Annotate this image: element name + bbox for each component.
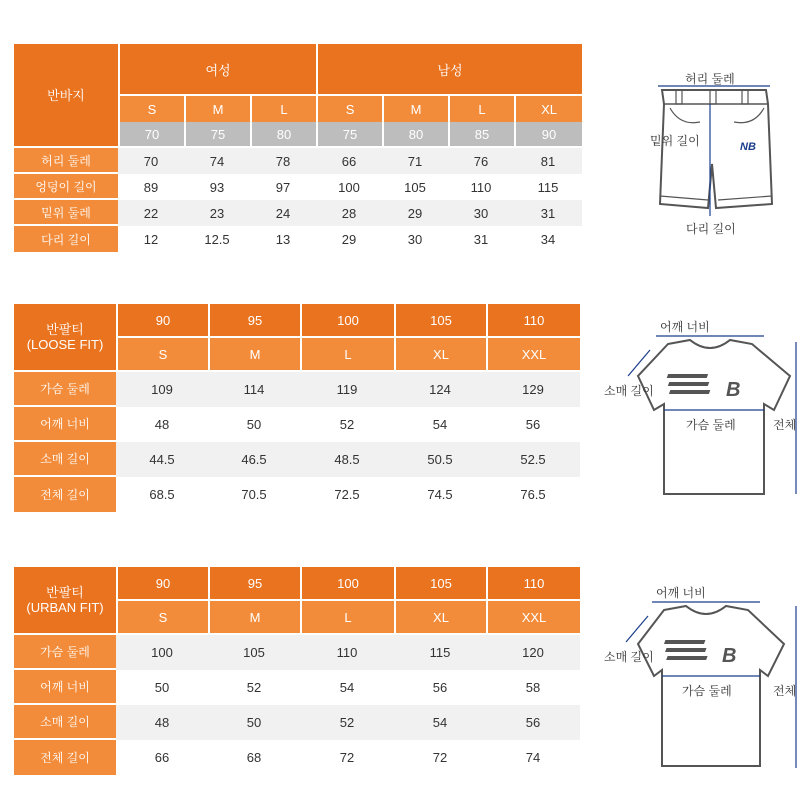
table-cell: 52 bbox=[246, 680, 262, 695]
table-cell: 114 bbox=[243, 382, 265, 397]
table-cell: 46.5 bbox=[241, 452, 267, 467]
table-cell: 100 bbox=[151, 645, 173, 660]
svg-text:NB: NB bbox=[740, 141, 756, 153]
table-cell: 54 bbox=[432, 417, 448, 432]
table-cell: 100 bbox=[338, 179, 360, 195]
table-cell: 81 bbox=[540, 153, 556, 169]
table-row bbox=[14, 670, 580, 705]
numeric-size-cell: 95 bbox=[208, 304, 300, 338]
table-cell: 56 bbox=[525, 417, 541, 432]
row-label: 가슴 둘레 bbox=[14, 372, 116, 407]
loose-tshirt-diagram bbox=[598, 314, 800, 500]
table-row bbox=[14, 226, 582, 252]
table-cell: 56 bbox=[525, 715, 541, 730]
table-cell: 29 bbox=[407, 205, 423, 221]
row-label: 엉덩이 길이 bbox=[14, 174, 118, 200]
table-row bbox=[14, 148, 582, 174]
table-cell: 29 bbox=[341, 231, 357, 247]
table-cell: 31 bbox=[473, 231, 489, 247]
table-cell: 52.5 bbox=[520, 452, 546, 467]
size-cell: XL bbox=[514, 96, 582, 122]
table-cell: 50 bbox=[154, 680, 170, 695]
urban-numeric-size-row bbox=[14, 567, 580, 601]
size-cell: L bbox=[300, 338, 394, 372]
total-label: 전체 bbox=[773, 418, 797, 432]
chest-label: 가슴 둘레 bbox=[682, 684, 732, 698]
table-cell: 70 bbox=[143, 153, 159, 169]
table-cell: 78 bbox=[275, 153, 291, 169]
table-cell: 72 bbox=[432, 750, 448, 765]
numeric-size-cell: 100 bbox=[300, 567, 394, 601]
table-cell: 68 bbox=[246, 750, 262, 765]
size-cell: S bbox=[116, 601, 208, 635]
table-row bbox=[14, 372, 580, 407]
table-cell: 97 bbox=[275, 179, 291, 195]
row-label: 소매 길이 bbox=[14, 705, 116, 740]
numeric-size-cell: 80 bbox=[250, 122, 316, 148]
size-cell: L bbox=[250, 96, 316, 122]
loose-fit-size-table bbox=[14, 304, 580, 512]
table-row bbox=[14, 174, 582, 200]
row-label: 밑위 둘레 bbox=[14, 200, 118, 226]
table-cell: 30 bbox=[407, 231, 423, 247]
row-label: 가슴 둘레 bbox=[14, 635, 116, 670]
loose-title-line2: (LOOSE FIT) bbox=[26, 337, 104, 352]
table-cell: 56 bbox=[432, 680, 448, 695]
row-label: 어깨 너비 bbox=[14, 670, 116, 705]
table-cell: 119 bbox=[336, 382, 358, 397]
urban-fit-size-table bbox=[14, 567, 580, 775]
size-cell: M bbox=[208, 601, 300, 635]
table-cell: 50 bbox=[246, 715, 262, 730]
numeric-size-cell: 75 bbox=[316, 122, 382, 148]
leg-label: 다리 길이 bbox=[686, 222, 736, 236]
numeric-size-cell: 90 bbox=[116, 304, 208, 338]
table-cell: 72 bbox=[339, 750, 355, 765]
table-cell: 28 bbox=[341, 205, 357, 221]
table-cell: 58 bbox=[525, 680, 541, 695]
table-cell: 70.5 bbox=[241, 487, 267, 502]
urban-tshirt-diagram bbox=[598, 578, 800, 774]
numeric-size-cell: 110 bbox=[486, 567, 580, 601]
numeric-size-cell: 110 bbox=[486, 304, 580, 338]
table-cell: 30 bbox=[473, 205, 489, 221]
size-cell: L bbox=[448, 96, 514, 122]
table-cell: 76.5 bbox=[520, 487, 546, 502]
numeric-size-cell: 100 bbox=[300, 304, 394, 338]
row-label: 전체 길이 bbox=[14, 477, 116, 512]
urban-title bbox=[14, 567, 116, 635]
table-cell: 76 bbox=[473, 153, 489, 169]
table-cell: 129 bbox=[522, 382, 544, 397]
table-row bbox=[14, 635, 580, 670]
svg-text:B: B bbox=[726, 379, 741, 401]
table-cell: 93 bbox=[209, 179, 225, 195]
table-cell: 12 bbox=[143, 231, 159, 247]
row-label: 다리 길이 bbox=[14, 226, 118, 252]
table-cell: 71 bbox=[407, 153, 423, 169]
table-cell: 48.5 bbox=[334, 452, 360, 467]
table-cell: 44.5 bbox=[149, 452, 175, 467]
shorts-diagram bbox=[630, 64, 790, 244]
numeric-size-cell: 75 bbox=[184, 122, 250, 148]
numeric-size-cell: 80 bbox=[382, 122, 448, 148]
table-cell: 74.5 bbox=[427, 487, 453, 502]
numeric-size-cell: 90 bbox=[116, 567, 208, 601]
table-cell: 52 bbox=[339, 715, 355, 730]
row-label: 어깨 너비 bbox=[14, 407, 116, 442]
numeric-size-cell: 85 bbox=[448, 122, 514, 148]
table-cell: 66 bbox=[154, 750, 170, 765]
table-row bbox=[14, 442, 580, 477]
sleeve-label: 소매 길이 bbox=[604, 650, 654, 664]
table-cell: 74 bbox=[209, 153, 225, 169]
tshirt-illustration-icon bbox=[598, 578, 800, 774]
table-row bbox=[14, 477, 580, 512]
table-cell: 105 bbox=[243, 645, 265, 660]
size-cell: XXL bbox=[486, 601, 580, 635]
table-cell: 124 bbox=[429, 382, 451, 397]
table-cell: 105 bbox=[404, 179, 426, 195]
table-cell: 115 bbox=[429, 645, 451, 660]
table-cell: 31 bbox=[540, 205, 556, 221]
rise-label: 밑위 길이 bbox=[650, 134, 700, 148]
table-cell: 48 bbox=[154, 417, 170, 432]
table-row bbox=[14, 407, 580, 442]
size-cell: M bbox=[382, 96, 448, 122]
row-label: 전체 길이 bbox=[14, 740, 116, 775]
table-row bbox=[14, 740, 580, 775]
numeric-size-cell: 95 bbox=[208, 567, 300, 601]
table-cell: 12.5 bbox=[204, 231, 230, 247]
size-cell: XL bbox=[394, 601, 486, 635]
size-cell: S bbox=[316, 96, 382, 122]
size-cell: M bbox=[208, 338, 300, 372]
table-row bbox=[14, 200, 582, 226]
table-cell: 115 bbox=[537, 179, 559, 195]
tshirt-illustration-icon bbox=[598, 314, 800, 500]
shorts-size-table bbox=[14, 44, 582, 252]
table-cell: 68.5 bbox=[149, 487, 175, 502]
table-cell: 54 bbox=[339, 680, 355, 695]
size-cell: S bbox=[116, 338, 208, 372]
size-cell: L bbox=[300, 601, 394, 635]
table-cell: 50.5 bbox=[427, 452, 453, 467]
shoulder-label: 어깨 너비 bbox=[656, 586, 706, 600]
numeric-size-cell: 105 bbox=[394, 304, 486, 338]
numeric-size-cell: 70 bbox=[118, 122, 184, 148]
svg-text:B: B bbox=[722, 645, 737, 667]
numeric-size-cell: 90 bbox=[514, 122, 582, 148]
row-label: 소매 길이 bbox=[14, 442, 116, 477]
table-cell: 72.5 bbox=[334, 487, 360, 502]
size-cell: XL bbox=[394, 338, 486, 372]
table-row bbox=[14, 705, 580, 740]
shoulder-label: 어깨 너비 bbox=[660, 320, 710, 334]
table-cell: 22 bbox=[143, 205, 159, 221]
total-label: 전체 bbox=[773, 684, 797, 698]
men-header: 남성 bbox=[316, 44, 582, 96]
size-cell: S bbox=[118, 96, 184, 122]
table-cell: 52 bbox=[339, 417, 355, 432]
table-cell: 66 bbox=[341, 153, 357, 169]
shorts-title: 반바지 bbox=[14, 44, 118, 148]
urban-title-line2: (URBAN FIT) bbox=[26, 600, 104, 615]
table-cell: 54 bbox=[432, 715, 448, 730]
table-cell: 13 bbox=[275, 231, 291, 247]
loose-title bbox=[14, 304, 116, 372]
table-cell: 74 bbox=[525, 750, 541, 765]
loose-title-line1: 반팔티 bbox=[46, 322, 84, 337]
table-cell: 110 bbox=[336, 645, 358, 660]
table-cell: 120 bbox=[522, 645, 544, 660]
loose-numeric-size-row bbox=[14, 304, 580, 338]
waist-label: 허리 둘레 bbox=[685, 72, 735, 86]
table-cell: 34 bbox=[540, 231, 556, 247]
urban-title-line1: 반팔티 bbox=[46, 585, 84, 600]
size-cell: M bbox=[184, 96, 250, 122]
table-cell: 50 bbox=[246, 417, 262, 432]
table-cell: 48 bbox=[154, 715, 170, 730]
table-cell: 110 bbox=[470, 179, 492, 195]
size-cell: XXL bbox=[486, 338, 580, 372]
row-label: 허리 둘레 bbox=[14, 148, 118, 174]
sleeve-label: 소매 길이 bbox=[604, 384, 654, 398]
table-cell: 89 bbox=[143, 179, 159, 195]
table-cell: 24 bbox=[275, 205, 291, 221]
table-cell: 23 bbox=[209, 205, 225, 221]
shorts-illustration-icon bbox=[630, 64, 790, 244]
table-cell: 109 bbox=[151, 382, 173, 397]
chest-label: 가슴 둘레 bbox=[686, 418, 736, 432]
women-header: 여성 bbox=[118, 44, 316, 96]
numeric-size-cell: 105 bbox=[394, 567, 486, 601]
